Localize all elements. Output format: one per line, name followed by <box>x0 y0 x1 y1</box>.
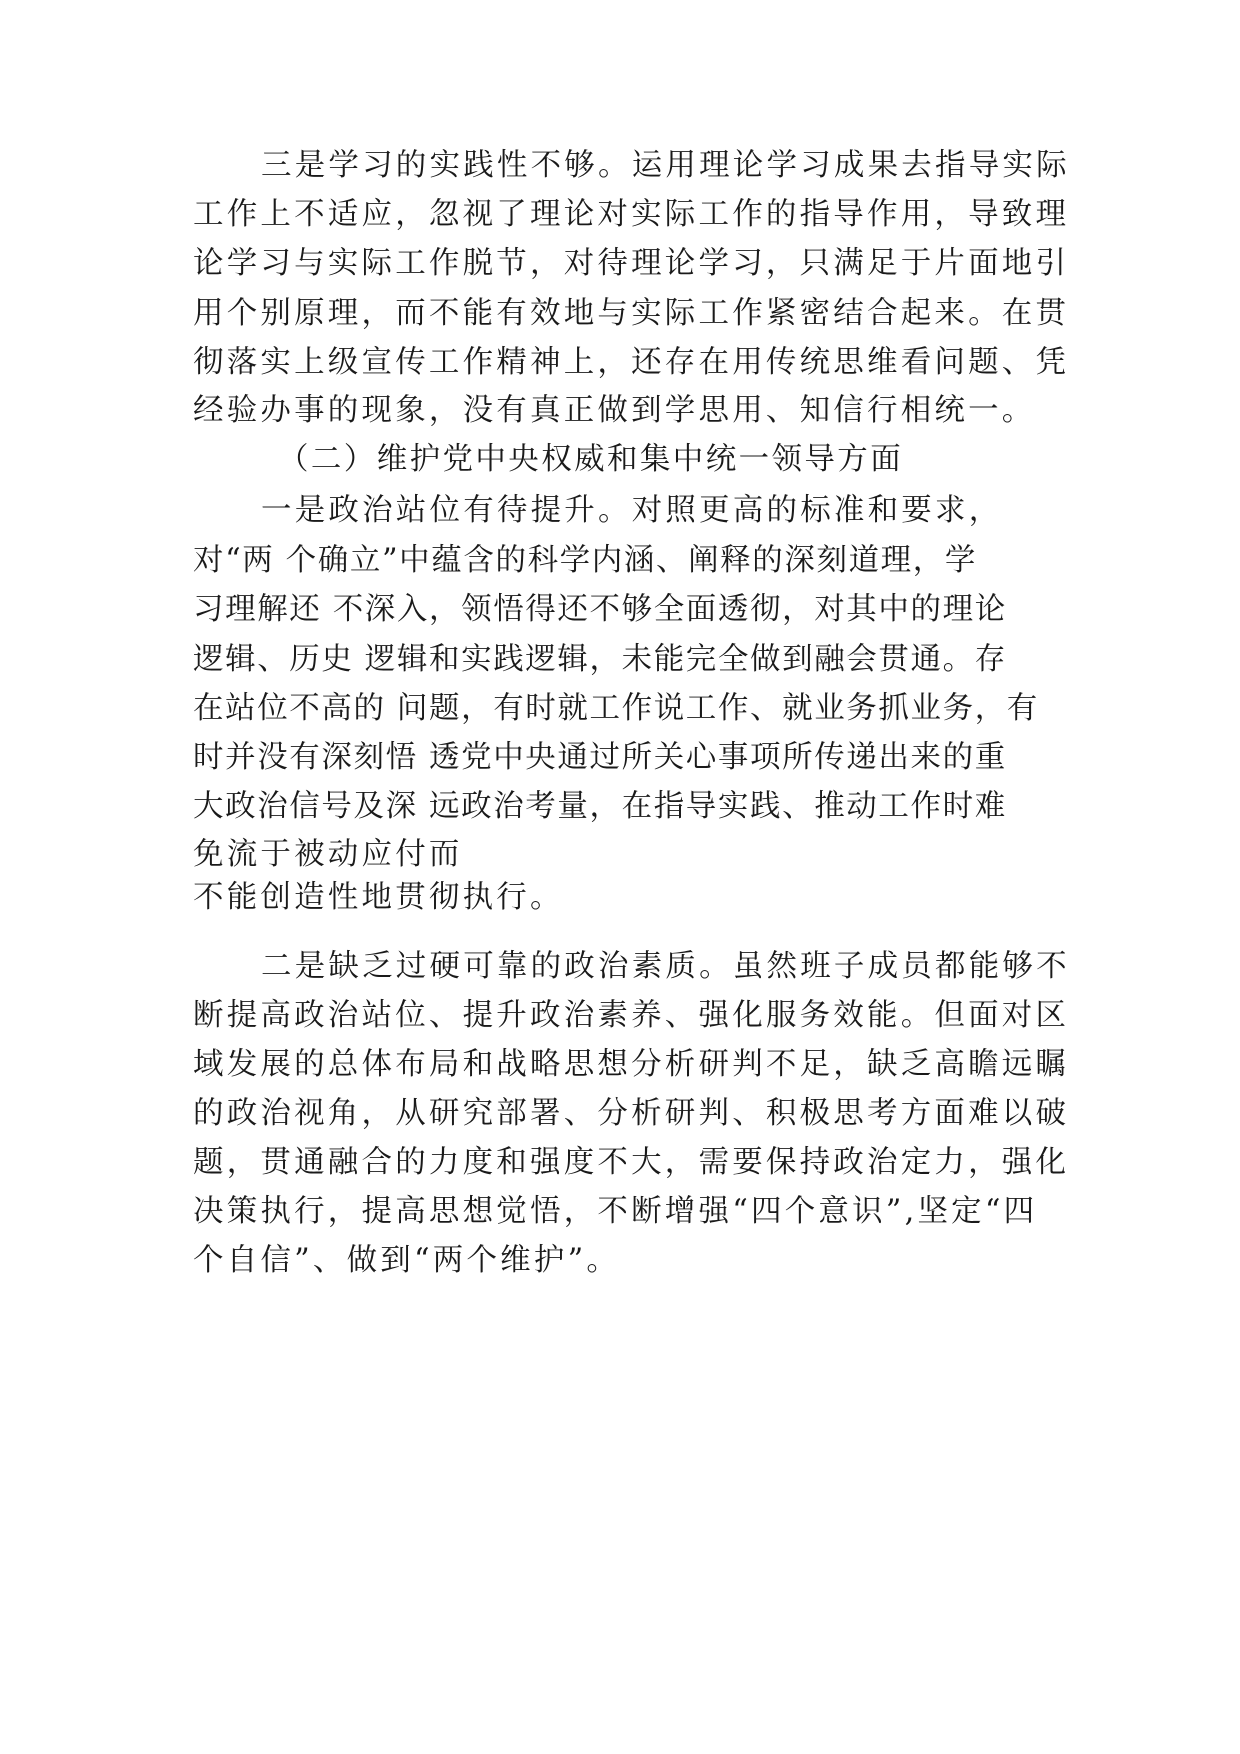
paragraph-3-line-6: 决策执行，提高思想觉悟，不断增强“四个意识”,坚定“四 <box>193 1194 1038 1229</box>
paragraph-3-line-2: 断提高政治站位、提升政治素养、强化服务效能。但面对区 <box>193 998 1070 1033</box>
paragraph-1-line-5: 彻落实上级宣传工作精神上，还存在用传统思维看问题、凭 <box>193 345 1070 380</box>
paragraph-2-line-3: 习理解还 不深入，领悟得还不够全面透彻，对其中的理论 <box>193 592 1007 627</box>
paragraph-1-line-4: 用个别原理，而不能有效地与实际工作紧密结合起来。在贯 <box>193 296 1070 331</box>
paragraph-3-line-7: 个自信”、做到“两个维护”。 <box>193 1243 621 1278</box>
paragraph-3-line-3: 域发展的总体布局和战略思想分析研判不足，缺乏高瞻远瞩 <box>193 1047 1070 1082</box>
paragraph-1-line-3: 论学习与实际工作脱节，对待理论学习，只满足于片面地引 <box>193 246 1070 281</box>
paragraph-2-line-2: 对“两 个确立”中蕴含的科学内涵、阐释的深刻道理，学 <box>193 543 977 578</box>
paragraph-2-line-1: 一是政治站位有待提升。对照更高的标准和要求， <box>261 493 1003 528</box>
paragraph-1-line-6: 经验办事的现象，没有真正做到学思用、知信行相统一。 <box>193 393 1036 428</box>
paragraph-2-line-9: 不能创造性地贯彻执行。 <box>193 880 564 915</box>
paragraph-2-line-5: 在站位不高的 问题，有时就工作说工作、就业务抓业务，有 <box>193 691 1039 726</box>
section-heading: （二）维护党中央权威和集中统一领导方面 <box>278 442 904 477</box>
paragraph-1-line-2: 工作上不适应，忽视了理论对实际工作的指导作用，导致理 <box>193 197 1070 232</box>
paragraph-3-line-4: 的政治视角，从研究部署、分析研判、积极思考方面难以破 <box>193 1096 1070 1131</box>
paragraph-2-line-6: 时并没有深刻悟 透党中央通过所关心事项所传递出来的重 <box>193 740 1007 775</box>
paragraph-3-line-5: 题，贯通融合的力度和强度不大，需要保持政治定力，强化 <box>193 1145 1070 1180</box>
paragraph-2-line-4: 逻辑、历史 逻辑和实践逻辑，未能完全做到融会贯通。存 <box>193 642 1007 677</box>
paragraph-3-line-1: 二是缺乏过硬可靠的政治素质。虽然班子成员都能够不 <box>261 949 1070 984</box>
paragraph-2-line-7: 大政治信号及深 远政治考量，在指导实践、推动工作时难 <box>193 789 1007 824</box>
paragraph-1-line-1: 三是学习的实践性不够。运用理论学习成果去指导实际 <box>261 148 1070 183</box>
paragraph-2-line-8: 免流于被动应付而 <box>193 837 463 872</box>
